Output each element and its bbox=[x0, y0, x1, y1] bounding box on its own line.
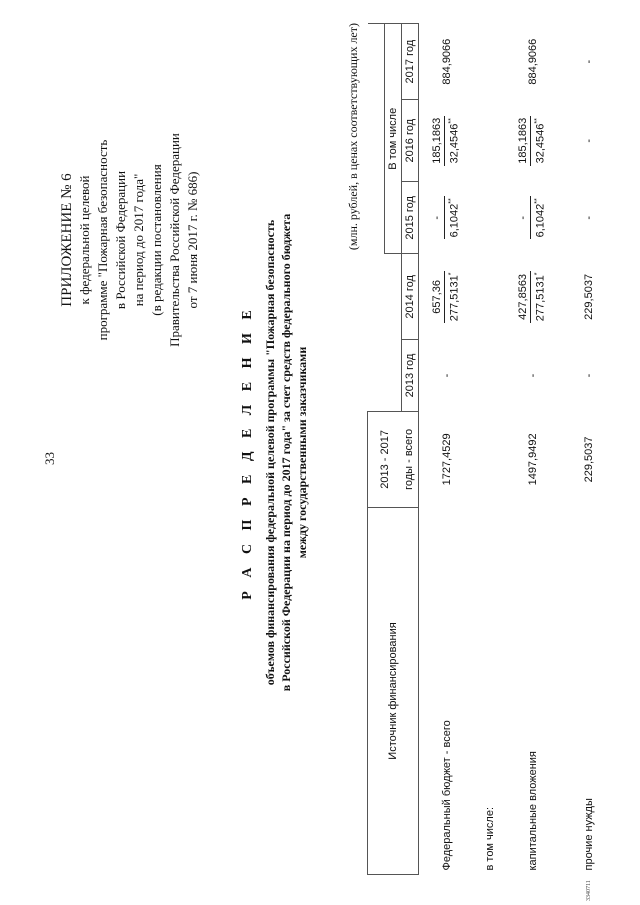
appendix-line: от 7 июня 2017 г. № 686) bbox=[185, 171, 200, 309]
row-2017: 884,9066 bbox=[440, 38, 453, 85]
header-year-2014: 2014 год bbox=[401, 254, 418, 340]
row-2017: 884,9066 bbox=[526, 38, 539, 85]
document-subtitle bbox=[262, 150, 310, 755]
appendix-line: (в редакции постановления bbox=[149, 164, 164, 316]
row-2014: 229,5037 bbox=[582, 273, 595, 320]
subtitle-line: в Российской Федерации на период до 2017 года" за счет средств федерального бюджета bbox=[279, 213, 293, 692]
header-total-line1: 2013 - 2017 bbox=[368, 411, 402, 507]
table-row bbox=[418, 24, 475, 875]
footnote-mark: ** bbox=[448, 118, 456, 124]
value-top: 185,1863 bbox=[431, 117, 444, 164]
row-2016 bbox=[505, 100, 561, 182]
row-2014 bbox=[505, 254, 561, 340]
row-source: капитальные вложения bbox=[526, 751, 539, 871]
header-gap bbox=[384, 254, 401, 411]
header-year-2016: 2016 год bbox=[401, 100, 418, 182]
footnote-mark: ** bbox=[534, 198, 542, 204]
appendix-line: программе "Пожарная безопасность bbox=[95, 139, 110, 341]
row-source: в том числе: bbox=[483, 806, 496, 871]
appendix-line: Правительства Российской Федерации bbox=[167, 133, 182, 347]
appendix-line: ПРИЛОЖЕНИЕ № 6 bbox=[59, 173, 75, 307]
row-total: 1727,4529 bbox=[440, 433, 453, 486]
value-bottom: 277,5131 bbox=[534, 275, 547, 322]
value-bottom: 6,1042 bbox=[534, 203, 547, 238]
appendix-block bbox=[58, 70, 202, 410]
row-total: 229,5037 bbox=[582, 436, 595, 483]
document-id: 3340711 bbox=[586, 880, 592, 901]
row-2013: - bbox=[440, 373, 453, 378]
value-bottom: 6,1042 bbox=[448, 203, 461, 238]
appendix-line: к федеральной целевой bbox=[77, 175, 92, 305]
appendix-line: на период до 2017 года" bbox=[131, 173, 146, 307]
header-total-line2: годы - всего bbox=[401, 411, 418, 507]
value-top: - bbox=[431, 196, 445, 239]
row-source: прочие нужды bbox=[582, 798, 595, 871]
value-bottom: 32,4546 bbox=[448, 123, 461, 164]
appendix-line: в Российской Федерации bbox=[113, 170, 128, 310]
table-row bbox=[505, 24, 561, 875]
row-2013: - bbox=[526, 373, 539, 378]
header-year-2017: 2017 год bbox=[401, 24, 418, 100]
header-including: В том числе bbox=[384, 24, 401, 254]
row-2016: - bbox=[582, 138, 595, 143]
table-row bbox=[475, 24, 505, 875]
row-2015 bbox=[505, 182, 561, 254]
page-number: 33 bbox=[42, 452, 57, 465]
value-top: - bbox=[517, 196, 531, 239]
footnote-mark: * bbox=[448, 272, 456, 276]
row-source: Федеральный бюджет - всего bbox=[440, 720, 453, 871]
value-bottom: 277,5131 bbox=[448, 275, 461, 322]
row-2017: - bbox=[582, 59, 595, 64]
row-2015 bbox=[418, 182, 475, 254]
units-note: (млн. рублей, в ценах соответствующих лет) bbox=[346, 23, 360, 251]
subtitle-line: между государственными заказчиками bbox=[295, 346, 309, 559]
row-2013: - bbox=[582, 373, 595, 378]
row-2014 bbox=[418, 254, 475, 340]
footnote-mark: ** bbox=[448, 198, 456, 204]
value-top: 427,8563 bbox=[517, 271, 531, 324]
value-bottom: 32,4546 bbox=[534, 123, 547, 164]
value-top: 657,36 bbox=[431, 271, 445, 324]
value-top: 185,1863 bbox=[517, 117, 530, 164]
footnote-mark: ** bbox=[534, 118, 542, 124]
row-total: 1497,9492 bbox=[526, 433, 539, 486]
header-year-2015: 2015 год bbox=[401, 182, 418, 254]
header-empty bbox=[368, 24, 385, 412]
table-row bbox=[561, 24, 617, 875]
subtitle-line: объемов финансирования федеральной целевой программы "Пожарная безопасность bbox=[263, 219, 277, 686]
header-source: Источник финансирования bbox=[368, 508, 419, 875]
footnote-mark: * bbox=[534, 272, 542, 276]
row-2015: - bbox=[582, 216, 595, 220]
financing-table bbox=[367, 23, 617, 875]
header-year-2013: 2013 год bbox=[401, 340, 418, 412]
document-title: Р А С П Р Е Д Е Л Е Н И Е bbox=[240, 305, 255, 600]
row-2016 bbox=[418, 100, 475, 182]
